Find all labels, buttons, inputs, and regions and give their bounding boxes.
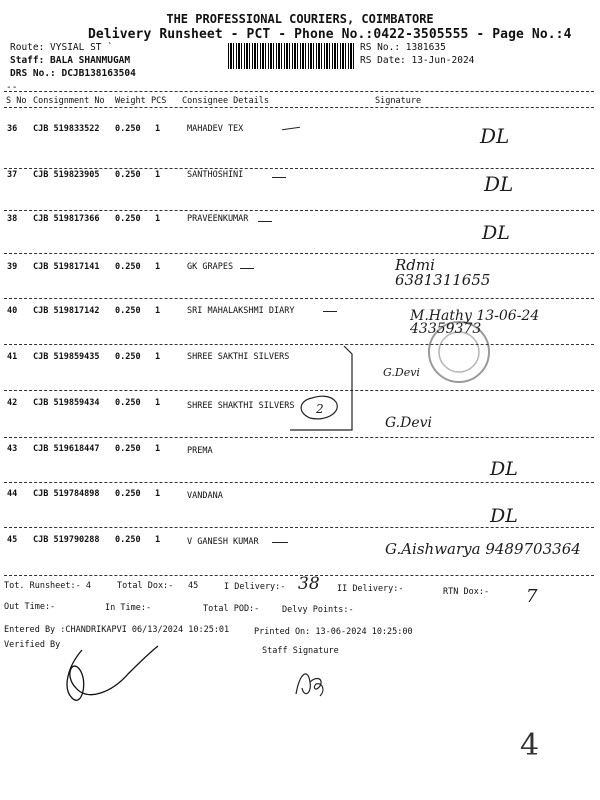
row-pcs: 1 bbox=[155, 214, 161, 224]
row-weight: 0.250 bbox=[115, 124, 141, 134]
row-weight: 0.250 bbox=[115, 306, 141, 316]
row-consignment: CJB 519817142 bbox=[33, 306, 100, 316]
header-dashes: -- bbox=[6, 82, 18, 93]
svg-text:2: 2 bbox=[316, 402, 324, 416]
row-divider bbox=[4, 210, 594, 211]
drs-number: DRS No.: DCJB138163504 bbox=[10, 68, 136, 79]
runsheet-subtitle: Delivery Runsheet - PCT - Phone No.:0422-3505555 - Page No.:4 bbox=[88, 27, 572, 42]
row-weight: 0.250 bbox=[115, 489, 141, 499]
row-consignment: CJB 519823905 bbox=[33, 170, 100, 180]
row-pcs: 1 bbox=[155, 398, 161, 408]
row-signature: DL bbox=[482, 222, 510, 244]
row-signature: G.Devi bbox=[385, 415, 433, 431]
row-consignee: PREMA bbox=[187, 446, 213, 456]
row-sno: 39 bbox=[7, 262, 18, 272]
row-divider bbox=[4, 253, 594, 254]
row-consignee: SHREE SAKTHI SILVERS bbox=[187, 352, 290, 362]
total-dox-label: Total Dox:- bbox=[117, 581, 174, 591]
delvy-points-label: Delvy Points:- bbox=[282, 605, 354, 615]
row-consignment: CJB 519817141 bbox=[33, 262, 100, 272]
row-weight: 0.250 bbox=[115, 398, 141, 408]
row-divider bbox=[4, 168, 594, 169]
row-consignment: CJB 519833522 bbox=[33, 124, 100, 134]
barcode-image bbox=[228, 43, 354, 69]
col-pcs: PCS bbox=[151, 96, 167, 106]
printed-on: Printed On: 13-06-2024 10:25:00 bbox=[254, 627, 413, 637]
rtn-dox-value: 7 bbox=[526, 586, 538, 607]
row-consignment: CJB 519859434 bbox=[33, 398, 100, 408]
row-pcs: 1 bbox=[155, 262, 161, 272]
row-consignment: CJB 519817366 bbox=[33, 214, 100, 224]
row-pcs: 1 bbox=[155, 306, 161, 316]
route-label: Route: VYSIAL ST ` bbox=[10, 42, 113, 53]
row-consignee: SANTHOSHINI bbox=[187, 170, 244, 180]
pen-dash bbox=[323, 311, 337, 312]
row-weight: 0.250 bbox=[115, 262, 141, 272]
company-title: THE PROFESSIONAL COURIERS, COIMBATORE bbox=[166, 12, 434, 26]
row-signature: G.Aishwarya 9489703364 bbox=[385, 540, 581, 558]
row-consignee: PRAVEENKUMAR bbox=[187, 214, 249, 224]
row-divider bbox=[4, 437, 594, 438]
row-pcs: 1 bbox=[155, 489, 161, 499]
row-sno: 38 bbox=[7, 214, 18, 224]
row-divider bbox=[4, 298, 594, 299]
row-divider bbox=[4, 482, 594, 483]
row-weight: 0.250 bbox=[115, 170, 141, 180]
col-weight: Weight bbox=[115, 96, 146, 106]
row-weight: 0.250 bbox=[115, 535, 141, 545]
staff-signature-label: Staff Signature bbox=[262, 646, 339, 656]
row-sno: 36 bbox=[7, 124, 18, 134]
row-consignee: VANDANA bbox=[187, 491, 223, 501]
row-weight: 0.250 bbox=[115, 352, 141, 362]
row-signature: M.Hathy 13-06-24 43359373 bbox=[410, 308, 540, 337]
pen-dash bbox=[282, 127, 300, 130]
row-sno: 37 bbox=[7, 170, 18, 180]
row-signature: DL bbox=[490, 505, 518, 527]
row-sno: 43 bbox=[7, 444, 18, 454]
row-consignee: MAHADEV TEX bbox=[187, 124, 244, 134]
row-signature: G.Devi bbox=[383, 366, 420, 379]
row-pcs: 1 bbox=[155, 352, 161, 362]
rs-number: RS No.: 1381635 bbox=[360, 42, 446, 53]
tot-runsheet: Tot. Runsheet:- 4 bbox=[4, 581, 91, 591]
staff-label: Staff: BALA SHANMUGAM bbox=[10, 55, 131, 66]
entered-by: Entered By :CHANDRIKAPVI 06/13/2024 10:25:01 bbox=[4, 625, 230, 635]
total-pod-label: Total POD:- bbox=[203, 604, 260, 614]
pen-dash bbox=[272, 177, 286, 178]
row-pcs: 1 bbox=[155, 124, 161, 134]
out-time-label: Out Time:- bbox=[4, 602, 56, 612]
row-consignment: CJB 519784898 bbox=[33, 489, 100, 499]
i-delivery-label: I Delivery:- bbox=[224, 582, 286, 592]
row-consignee: V GANESH KUMAR bbox=[187, 537, 259, 547]
row-pcs: 1 bbox=[155, 170, 161, 180]
row-sno: 41 bbox=[7, 352, 18, 362]
rs-date: RS Date: 13-Jun-2024 bbox=[360, 55, 475, 66]
row-consignment: CJB 519790288 bbox=[33, 535, 100, 545]
i-delivery-value: 38 bbox=[298, 574, 320, 594]
row-consignment: CJB 519859435 bbox=[33, 352, 100, 362]
col-signature: Signature bbox=[375, 96, 422, 106]
pen-dash bbox=[272, 542, 288, 543]
row-sno: 44 bbox=[7, 489, 18, 499]
row-consignee: GK GRAPES bbox=[187, 262, 234, 272]
row-signature: DL bbox=[484, 172, 514, 196]
bracket-mark-icon bbox=[282, 340, 372, 440]
pen-dash bbox=[258, 221, 272, 222]
row-consignee: SRI MAHALAKSHMI DIARY bbox=[187, 306, 295, 316]
in-time-label: In Time:- bbox=[105, 603, 152, 613]
verified-by-label: Verified By bbox=[4, 640, 61, 650]
row-consignment: CJB 519618447 bbox=[33, 444, 100, 454]
header-rule-top bbox=[4, 91, 594, 92]
row-signature: Rdmi 6381311655 bbox=[395, 256, 491, 289]
staff-signature-icon bbox=[286, 660, 336, 706]
row-signature: DL bbox=[480, 124, 510, 148]
col-sno: S No bbox=[6, 96, 27, 106]
ii-delivery-label: II Delivery:- bbox=[337, 584, 404, 594]
row-divider bbox=[4, 527, 594, 528]
total-dox-value: 45 bbox=[188, 581, 199, 591]
row-pcs: 1 bbox=[155, 444, 161, 454]
pen-dash bbox=[240, 268, 254, 269]
row-pcs: 1 bbox=[155, 535, 161, 545]
row-sno: 40 bbox=[7, 306, 18, 316]
row-signature: DL bbox=[490, 458, 518, 480]
row-sno: 42 bbox=[7, 398, 18, 408]
page-mark: 4 bbox=[520, 728, 540, 763]
col-consignment: Consignment No bbox=[33, 96, 105, 106]
row-sno: 45 bbox=[7, 535, 18, 545]
rtn-dox-label: RTN Dox:- bbox=[443, 587, 490, 597]
row-weight: 0.250 bbox=[115, 444, 141, 454]
row-consignee: SHREE SHAKTHI SILVERS bbox=[187, 401, 295, 411]
row-weight: 0.250 bbox=[115, 214, 141, 224]
verifier-signature-icon bbox=[52, 636, 182, 716]
header-rule-bottom bbox=[4, 107, 594, 108]
col-consignee: Consignee Details bbox=[182, 96, 269, 106]
